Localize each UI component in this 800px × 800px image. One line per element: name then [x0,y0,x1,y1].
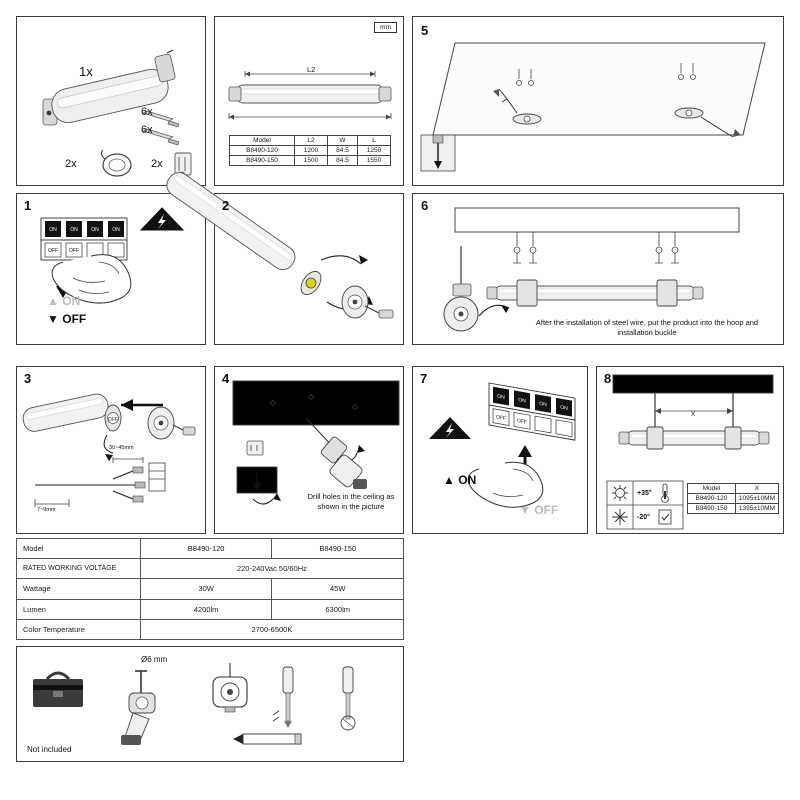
arrow-down-icon: ▼ [47,312,59,326]
dimension-table [229,135,391,166]
dim-th-1: L2 [295,136,328,146]
panel-tools [16,646,404,762]
dim-th-0: Model [230,136,295,146]
step-3-wire-length: 7~9mm [37,507,56,513]
arrow-up-icon: ▲ [443,473,455,487]
panel-step-3 [16,366,206,534]
unit-label: mm [374,22,397,33]
svg-text:OFF: OFF [517,417,527,426]
on-text: ON [62,294,81,308]
dim-label-l2: L2 [307,65,316,74]
step-5-illustration [413,17,785,187]
spec-label-0: Model [17,539,141,559]
spec-v1-3: 4200lm [140,599,272,619]
svg-text:ON: ON [539,400,547,409]
x-th-0: Model [688,484,736,494]
table-row [17,539,404,559]
panel-specifications [16,538,404,640]
table-row [688,504,779,514]
step-8-table [687,483,779,514]
off-text: OFF [62,312,87,326]
step-3-number: 3 [24,371,32,386]
step-7-number: 7 [420,371,428,386]
panel-step-4 [214,366,404,534]
panel-step-6 [412,193,784,345]
tools-note: Not included [27,745,72,754]
drill-bit-size: Ø6 mm [141,655,168,664]
svg-text:ON: ON [518,397,526,405]
table-row [17,559,404,579]
temp-high: +35° [637,490,652,497]
svg-text:ON: ON [70,227,78,233]
temp-low: -20° [637,514,650,521]
step-7-off-label [519,503,558,517]
step-7-illustration [413,367,589,535]
table-row [688,494,779,504]
step-2-number: 2 [222,198,230,213]
step-1-off-label [47,312,86,326]
spec-v2-0: B8490-150 [272,539,404,559]
dim-r0c0: B8490-120 [230,146,295,156]
x-r1c1: 1395±10MM [735,504,778,514]
step-8-illustration [597,367,785,497]
panel-package-contents [16,16,206,186]
step-1-illustration [17,194,207,346]
table-row [17,599,404,619]
x-r1c0: B8490-150 [688,504,736,514]
arrow-down-icon: ▼ [519,503,531,517]
panel-step-7 [412,366,588,534]
dim-r0c2: 84.5 [327,146,357,156]
spec-v1-1: 220-240Vac 50/60Hz [140,559,403,579]
svg-text:OFF: OFF [48,248,58,254]
step-3-strip-length: 30~45mm [109,445,134,451]
spec-v2-2: 45W [272,579,404,599]
step-6-caption: After the installation of steel wire, put the product into the hoop and installation buckle [535,318,759,338]
arrow-up-icon: ▲ [47,294,59,308]
svg-text:ON: ON [497,393,505,401]
tools-illustration [17,647,405,763]
dim-r0c3: 1250 [358,146,391,156]
x-r0c0: B8490-120 [688,494,736,504]
step-6-number: 6 [421,198,429,213]
table-row [230,146,391,156]
x-th-1: X [735,484,778,494]
spec-label-2: Wattage [17,579,141,599]
step-4-caption: Drill holes in the ceiling as shown in the picture [307,492,395,512]
svg-text:OFF: OFF [496,414,506,422]
step-8-dim-x: X [691,411,696,418]
panel-step-1 [16,193,206,345]
x-r0c1: 1095±10MM [735,494,778,504]
spec-v1-0: B8490-120 [140,539,272,559]
table-row [230,156,391,166]
dim-r1c2: 84.5 [327,156,357,166]
spec-label-4: Color Temperature [17,619,141,639]
spec-v1-4: 2700-6500K [140,619,403,639]
qty-screws: 6x [141,106,153,118]
qty-fixture: 1x [79,64,93,79]
panel-step-8 [596,366,784,534]
svg-text:OFF: OFF [108,417,118,423]
table-row [17,579,404,599]
on-text: ON [458,473,477,487]
specification-table [16,538,404,640]
dim-th-3: L [358,136,391,146]
svg-text:ON: ON [49,227,57,233]
dim-th-2: W [327,136,357,146]
panel-dimensions [214,16,404,186]
qty-wire: 2x [65,158,77,170]
panel-step-5 [412,16,784,186]
svg-text:ON: ON [560,404,568,412]
contents-illustration [17,17,207,187]
panel-step-2 [214,193,404,345]
spec-v2-3: 6300lm [272,599,404,619]
qty-buckle: 2x [151,158,163,170]
off-text: OFF [534,503,559,517]
spec-label-1: RATED WORKING VOLTAGE [17,559,141,579]
dim-r0c1: 1200 [295,146,328,156]
qty-plugs: 6x [141,124,153,136]
step-7-on-label [443,473,476,487]
spec-v1-2: 30W [140,579,272,599]
dim-r1c0: B8490-150 [230,156,295,166]
svg-text:ON: ON [91,227,99,233]
table-row [17,619,404,639]
svg-text:OFF: OFF [69,248,79,254]
step-2-illustration [215,194,405,346]
step-5-number: 5 [421,23,429,38]
dim-r1c3: 1550 [358,156,391,166]
spec-label-3: Lumen [17,599,141,619]
step-1-number: 1 [24,198,32,213]
step-8-number: 8 [604,371,612,386]
dim-r1c1: 1500 [295,156,328,166]
svg-text:ON: ON [112,227,120,233]
step-1-on-label [47,294,80,308]
step-4-number: 4 [222,371,230,386]
